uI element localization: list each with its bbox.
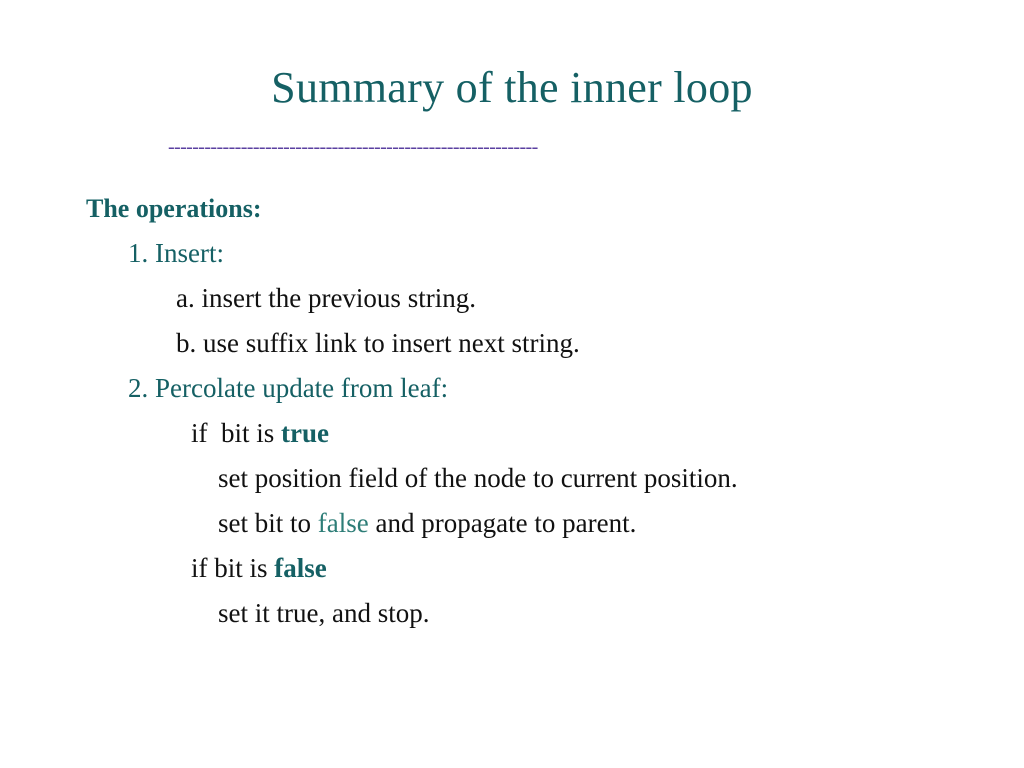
list-item-percolate: 2. Percolate update from leaf: [128, 373, 449, 403]
keyword-false: false [274, 553, 327, 583]
action-set-true-stop: set it true, and stop. [218, 598, 430, 628]
keyword-false-inline: false [317, 508, 369, 538]
list-item-insert-b: b. use suffix link to insert next string. [176, 328, 580, 358]
list-item-insert-a: a. insert the previous string. [176, 283, 476, 313]
action-prefix: set bit to [218, 508, 318, 538]
condition-if-bit-false [86, 546, 986, 591]
operations-heading: The operations: [86, 194, 262, 223]
keyword-true: true [281, 418, 329, 448]
action-set-position: set position field of the node to current position. [218, 463, 738, 493]
condition-if-bit-true [86, 411, 986, 456]
action-suffix: and propagate to parent. [368, 508, 637, 538]
page-title: Summary of the inner loop [271, 63, 753, 112]
list-item-insert: 1. Insert: [128, 238, 224, 268]
condition-prefix-2: if bit is [191, 553, 275, 583]
slide-body [86, 186, 986, 636]
title-divider: ------------------------------------------------------------- [168, 136, 538, 158]
action-set-bit-false [86, 501, 986, 546]
condition-prefix: if bit is [191, 418, 282, 448]
